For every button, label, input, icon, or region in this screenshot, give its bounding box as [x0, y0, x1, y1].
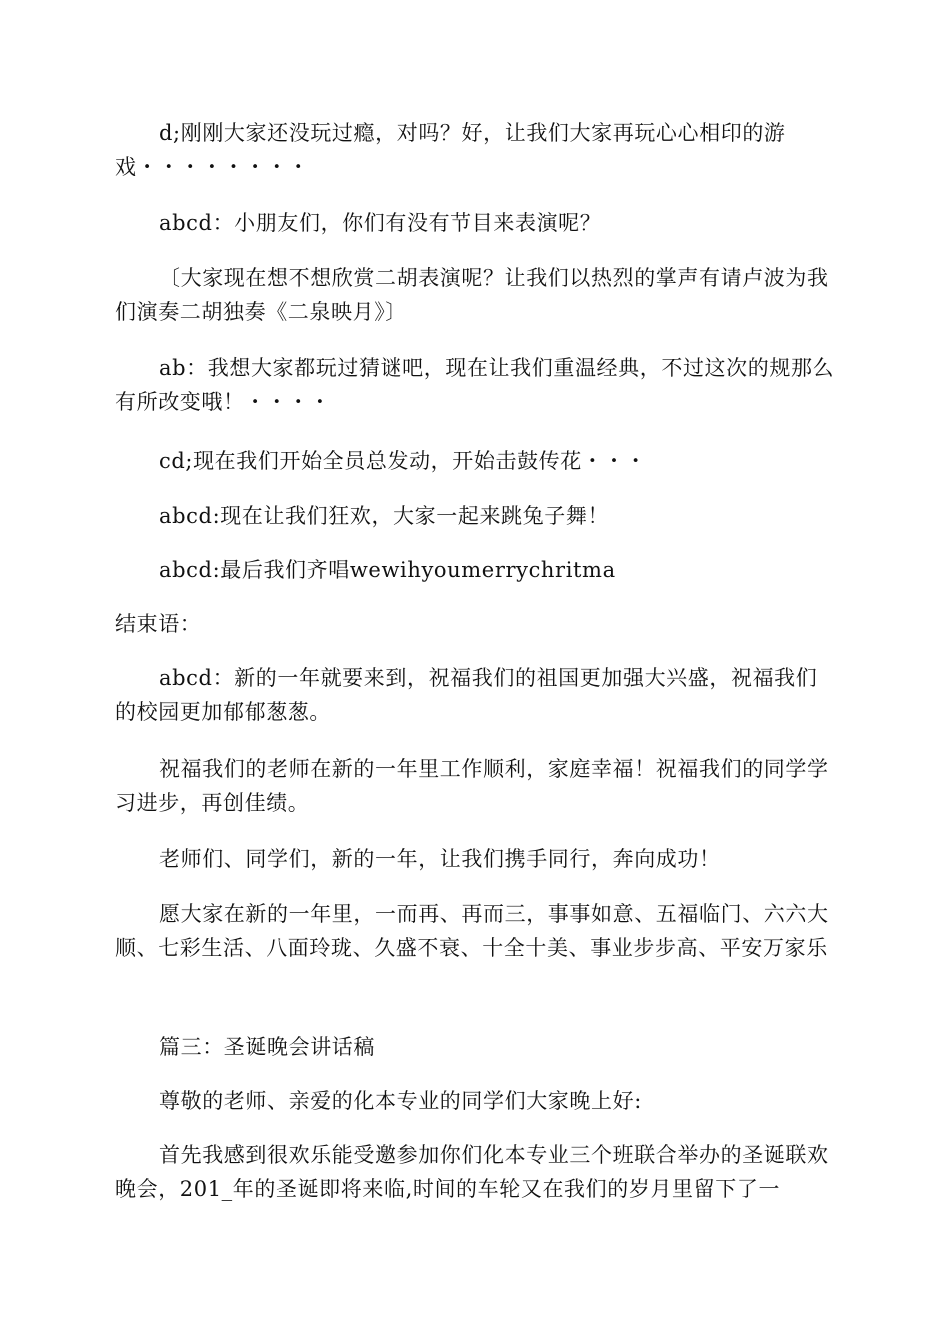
paragraph-together: 老师们、同学们，新的一年，让我们携手同行，奔向成功！: [159, 847, 721, 871]
paragraph-bunny-dance: abcd:现在让我们狂欢，大家一起来跳兔子舞！: [159, 504, 610, 528]
paragraph-erhu: 〔大家现在想不想欣赏二胡表演呢？让我们以热烈的掌声有请卢波为我们演奏二胡独奏《二泉映月》〕: [115, 266, 829, 324]
paragraph-game: d;刚刚大家还没玩过瘾，对吗？好，让我们大家再玩心心相印的游戏・・・・・・・・: [115, 121, 786, 179]
paragraph-blessings: 愿大家在新的一年里，一而再、再而三，事事如意、五福临门、六六大顺、七彩生活、八面玲珑、久盛不衰、十全十美、事业步步高、平安万家乐: [115, 902, 829, 960]
paragraph-riddles: ab：我想大家都玩过猜谜吧，现在让我们重温经典，不过这次的规那么有所改变哦！・・・・: [115, 356, 835, 414]
heading-closing: 结束语：: [115, 612, 202, 636]
paragraph-teacher-wish: 祝福我们的老师在新的一年里工作顺利，家庭幸福！祝福我们的同学学习进步，再创佳绩。: [115, 757, 829, 815]
paragraph-song: abcd:最后我们齐唱wewihyoumerrychritma: [159, 558, 616, 582]
paragraph-opening: 首先我感到很欢乐能受邀参加你们化本专业三个班联合举办的圣诞联欢晚会，201_年的圣诞即将来临,时间的车轮又在我们的岁月里留下了一: [115, 1143, 829, 1201]
paragraph-ask-performance: abcd：小朋友们，你们有没有节目来表演呢？: [159, 211, 602, 235]
heading-part-three: 篇三：圣诞晚会讲话稿: [159, 1035, 375, 1059]
paragraph-greeting: 尊敬的老师、亲爱的化本专业的同学们大家晚上好:: [159, 1089, 642, 1113]
paragraph-new-year-wish: abcd：新的一年就要来到，祝福我们的祖国更加强大兴盛，祝福我们的校园更加郁郁葱葱。: [115, 666, 818, 724]
paragraph-drum-flower: cd;现在我们开始全员总发动，开始击鼓传花・・・: [159, 449, 647, 473]
